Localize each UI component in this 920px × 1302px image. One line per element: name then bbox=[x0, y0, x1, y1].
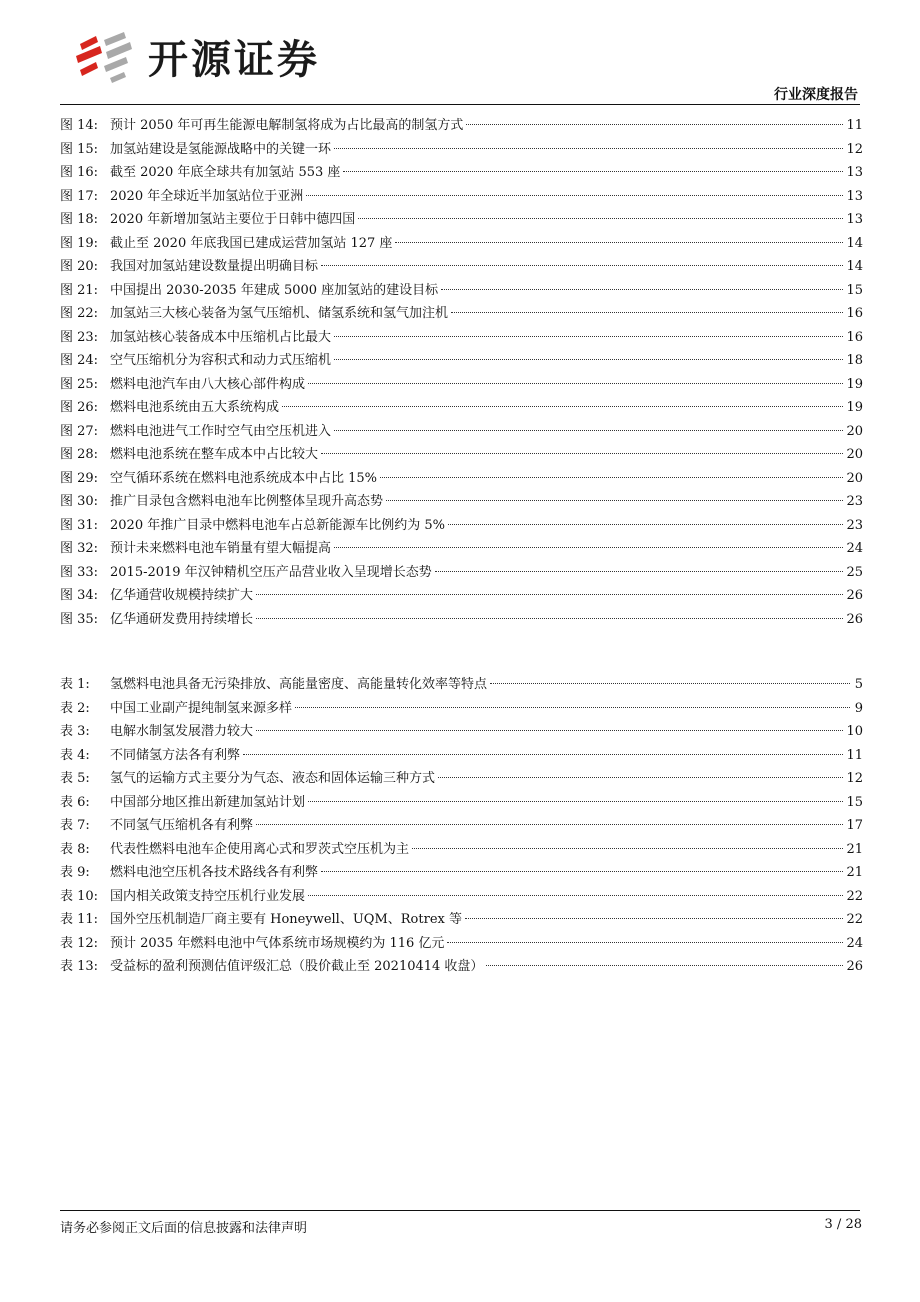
toc-dot-leader bbox=[438, 777, 843, 778]
toc-entry-title[interactable]: 国外空压机制造厂商主要有 Honeywell、UQM、Rotrex 等 bbox=[110, 912, 462, 927]
toc-entry-page[interactable]: 24 bbox=[846, 935, 863, 951]
toc-entry-title[interactable]: 燃料电池系统在整车成本中占比较大 bbox=[110, 447, 319, 462]
toc-entry-number: 表 7: bbox=[60, 818, 90, 833]
toc-entry-number: 表 9: bbox=[60, 865, 90, 880]
toc-entry-title[interactable]: 预计 2035 年燃料电池中气体系统市场规模约为 116 亿元 bbox=[110, 935, 445, 951]
figure-toc-entry[interactable] bbox=[60, 255, 863, 279]
toc-entry-title[interactable]: 截止至 2020 年底我国已建成运营加氢站 127 座 bbox=[110, 235, 393, 251]
toc-entry-number: 表 12: bbox=[60, 935, 99, 951]
toc-dot-leader bbox=[448, 524, 843, 525]
toc-entry-title[interactable]: 2020 年全球近半加氢站位于亚洲 bbox=[110, 188, 304, 204]
toc-entry-number: 图 26: bbox=[60, 400, 99, 415]
toc-entry-number: 表 13: bbox=[60, 959, 99, 974]
figure-toc-entry[interactable] bbox=[60, 490, 863, 514]
toc-entry-page[interactable]: 18 bbox=[846, 353, 863, 368]
figure-toc-entry[interactable] bbox=[60, 302, 863, 326]
toc-entry-page[interactable]: 12 bbox=[846, 771, 863, 786]
toc-dot-leader bbox=[306, 195, 843, 196]
kaiyuan-logo-icon bbox=[74, 30, 138, 84]
toc-entry-number: 表 2: bbox=[60, 700, 90, 716]
toc-entry-title[interactable]: 加氢站核心装备成本中压缩机占比最大 bbox=[110, 329, 332, 345]
toc-entry-number: 表 8: bbox=[60, 841, 90, 857]
toc-entry-number: 图 32: bbox=[60, 541, 99, 556]
figure-toc-entry[interactable] bbox=[60, 208, 863, 232]
figure-toc-entry[interactable] bbox=[60, 443, 863, 467]
toc-entry-title[interactable]: 代表性燃料电池车企使用离心式和罗茨式空压机为主 bbox=[110, 841, 410, 857]
table-toc-entry[interactable] bbox=[60, 744, 863, 768]
header-divider bbox=[60, 104, 860, 105]
toc-dot-leader bbox=[465, 918, 843, 919]
toc-entry-page[interactable]: 16 bbox=[846, 329, 863, 345]
toc-dot-leader bbox=[343, 171, 843, 172]
toc-dot-leader bbox=[256, 594, 843, 595]
toc-entry-title[interactable]: 空气压缩机分为容积式和动力式压缩机 bbox=[110, 353, 332, 368]
toc-entry-page[interactable]: 22 bbox=[846, 888, 863, 904]
figure-toc-entry[interactable] bbox=[60, 396, 863, 420]
toc-entry-number: 图 30: bbox=[60, 494, 99, 509]
footer-disclaimer: 请务必参阅正文后面的信息披露和法律声明 bbox=[60, 1221, 308, 1236]
toc-dot-leader bbox=[386, 500, 843, 501]
figure-toc-entry[interactable] bbox=[60, 138, 863, 162]
toc-entry-title[interactable]: 加氢站建设是氢能源战略中的关键一环 bbox=[110, 141, 332, 157]
toc-dot-leader bbox=[282, 406, 843, 407]
toc-entry-title[interactable]: 空气循环系统在燃料电池系统成本中占比 15% bbox=[110, 470, 378, 486]
toc-entry-page[interactable]: 13 bbox=[846, 212, 863, 227]
toc-dot-leader bbox=[486, 965, 843, 966]
toc-entry-title[interactable]: 预计 2050 年可再生能源电解制氢将成为占比最高的制氢方式 bbox=[110, 118, 464, 133]
toc-dot-leader bbox=[334, 359, 843, 360]
footer-divider bbox=[60, 1210, 860, 1211]
table-toc-entry[interactable] bbox=[60, 955, 863, 979]
figure-toc-entry[interactable] bbox=[60, 584, 863, 608]
figure-toc-entry[interactable] bbox=[60, 279, 863, 303]
toc-entry-page[interactable]: 23 bbox=[846, 517, 863, 533]
table-toc-entry[interactable] bbox=[60, 767, 863, 791]
company-logo bbox=[74, 28, 320, 85]
toc-dot-leader bbox=[334, 148, 843, 149]
toc-entry-page[interactable]: 19 bbox=[846, 376, 863, 392]
toc-entry-number: 图 24: bbox=[60, 353, 99, 368]
toc-dot-leader bbox=[321, 453, 843, 454]
toc-dot-leader bbox=[334, 336, 843, 337]
toc-entry-page[interactable]: 11 bbox=[846, 118, 863, 133]
toc-entry-number: 图 25: bbox=[60, 376, 99, 392]
toc-entry-page[interactable]: 15 bbox=[846, 794, 863, 810]
figure-toc-entry[interactable] bbox=[60, 537, 863, 561]
toc-entry-number: 图 21: bbox=[60, 282, 99, 298]
toc-entry-number: 表 4: bbox=[60, 747, 90, 763]
toc-entry-page[interactable]: 14 bbox=[846, 259, 863, 274]
figure-toc-entry[interactable] bbox=[60, 561, 863, 585]
toc-dot-leader bbox=[334, 430, 843, 431]
toc-entry-number: 表 5: bbox=[60, 771, 90, 786]
toc-entry-title[interactable]: 氢燃料电池具备无污染排放、高能量密度、高能量转化效率等特点 bbox=[110, 677, 488, 692]
toc-entry-title[interactable]: 受益标的盈利预测估值评级汇总（股价截止至 20210414 收盘） bbox=[110, 959, 484, 974]
toc-entry-page[interactable]: 15 bbox=[846, 282, 863, 298]
toc-entry-title[interactable]: 燃料电池空压机各技术路线各有利弊 bbox=[110, 865, 319, 880]
table-toc-entry[interactable] bbox=[60, 697, 863, 721]
toc-entry-number: 图 31: bbox=[60, 517, 99, 533]
toc-entry-number: 图 14: bbox=[60, 118, 99, 133]
toc-entry-title[interactable]: 2015-2019 年汉钟精机空压产品营业收入呈现增长态势 bbox=[110, 564, 432, 580]
company-name: 开源证券 bbox=[148, 37, 320, 83]
toc-entry-title[interactable]: 国内相关政策支持空压机行业发展 bbox=[110, 888, 306, 904]
toc-entry-title[interactable]: 中国部分地区推出新建加氢站计划 bbox=[110, 794, 306, 810]
toc-entry-page[interactable]: 21 bbox=[846, 841, 863, 857]
report-type-label: 行业深度报告 bbox=[774, 87, 858, 103]
toc-dot-leader bbox=[395, 242, 843, 243]
figure-list bbox=[60, 114, 863, 631]
toc-entry-title[interactable]: 中国提出 2030-2035 年建成 5000 座加氢站的建设目标 bbox=[110, 282, 439, 298]
figure-toc-entry[interactable] bbox=[60, 232, 863, 256]
toc-dot-leader bbox=[380, 477, 843, 478]
toc-dot-leader bbox=[447, 942, 843, 943]
toc-entry-page[interactable]: 23 bbox=[846, 494, 863, 509]
table-toc-entry[interactable] bbox=[60, 861, 863, 885]
toc-entry-page[interactable]: 9 bbox=[854, 700, 863, 716]
toc-dot-leader bbox=[490, 683, 850, 684]
toc-entry-page[interactable]: 26 bbox=[846, 959, 863, 974]
toc-entry-page[interactable]: 14 bbox=[846, 235, 863, 251]
figure-toc-entry[interactable] bbox=[60, 373, 863, 397]
table-list bbox=[60, 673, 863, 979]
toc-dot-leader bbox=[321, 265, 843, 266]
figure-toc-entry[interactable] bbox=[60, 514, 863, 538]
toc-entry-number: 图 19: bbox=[60, 235, 99, 251]
toc-entry-number: 表 11: bbox=[60, 912, 99, 927]
table-toc-entry[interactable] bbox=[60, 908, 863, 932]
toc-entry-number: 表 6: bbox=[60, 794, 90, 810]
figure-toc-entry[interactable] bbox=[60, 161, 863, 185]
toc-entry-title[interactable]: 中国工业副产提纯制氢来源多样 bbox=[110, 700, 293, 716]
toc-entry-title[interactable]: 不同氢气压缩机各有利弊 bbox=[110, 818, 254, 833]
toc-entry-number: 图 29: bbox=[60, 470, 99, 486]
toc-dot-leader bbox=[334, 547, 843, 548]
toc-entry-page[interactable]: 16 bbox=[846, 306, 863, 321]
toc-dot-leader bbox=[466, 124, 843, 125]
toc-entry-number: 表 10: bbox=[60, 888, 99, 904]
toc-entry-title[interactable]: 燃料电池汽车由八大核心部件构成 bbox=[110, 376, 306, 392]
toc-dot-leader bbox=[308, 801, 843, 802]
toc-entry-page[interactable]: 20 bbox=[846, 423, 863, 439]
table-toc-entry[interactable] bbox=[60, 814, 863, 838]
toc-entry-title[interactable]: 燃料电池系统由五大系统构成 bbox=[110, 400, 280, 415]
toc-dot-leader bbox=[256, 730, 843, 731]
figure-toc-entry[interactable] bbox=[60, 326, 863, 350]
toc-entry-title[interactable]: 不同储氢方法各有利弊 bbox=[110, 747, 241, 763]
toc-dot-leader bbox=[308, 895, 843, 896]
toc-entry-title[interactable]: 推广目录包含燃料电池车比例整体呈现升高态势 bbox=[110, 494, 384, 509]
toc-dot-leader bbox=[256, 824, 843, 825]
figure-toc-entry[interactable] bbox=[60, 467, 863, 491]
toc-dot-leader bbox=[435, 571, 844, 572]
table-toc-entry[interactable] bbox=[60, 838, 863, 862]
toc-entry-number: 图 15: bbox=[60, 141, 99, 157]
toc-dot-leader bbox=[256, 618, 843, 619]
toc-entry-number: 图 16: bbox=[60, 165, 99, 180]
toc-entry-number: 图 23: bbox=[60, 329, 99, 345]
toc-entry-number: 图 34: bbox=[60, 588, 99, 603]
toc-entry-page[interactable]: 13 bbox=[846, 188, 863, 204]
toc-entry-page[interactable]: 20 bbox=[846, 447, 863, 462]
toc-dot-leader bbox=[321, 871, 843, 872]
toc-dot-leader bbox=[295, 707, 850, 708]
table-toc-entry[interactable] bbox=[60, 720, 863, 744]
toc-entry-page[interactable]: 19 bbox=[846, 400, 863, 415]
toc-entry-number: 图 27: bbox=[60, 423, 99, 439]
toc-entry-page[interactable]: 21 bbox=[846, 865, 863, 880]
table-toc-entry[interactable] bbox=[60, 932, 863, 956]
toc-entry-number: 图 18: bbox=[60, 212, 99, 227]
toc-entry-number: 表 3: bbox=[60, 724, 90, 739]
toc-entry-number: 表 1: bbox=[60, 677, 90, 692]
toc-entry-number: 图 35: bbox=[60, 611, 99, 627]
toc-entry-title[interactable]: 我国对加氢站建设数量提出明确目标 bbox=[110, 259, 319, 274]
toc-entry-page[interactable]: 26 bbox=[846, 611, 863, 627]
toc-entry-page[interactable]: 26 bbox=[846, 588, 863, 603]
toc-entry-page[interactable]: 12 bbox=[846, 141, 863, 157]
toc-entry-page[interactable]: 25 bbox=[846, 564, 863, 580]
toc-entry-title[interactable]: 加氢站三大核心装备为氢气压缩机、储氢系统和氢气加注机 bbox=[110, 306, 449, 321]
figure-toc-entry[interactable] bbox=[60, 420, 863, 444]
toc-entry-page[interactable]: 5 bbox=[854, 677, 863, 692]
toc-entry-title[interactable]: 2020 年推广目录中燃料电池车占总新能源车比例约为 5% bbox=[110, 517, 445, 533]
table-toc-entry[interactable] bbox=[60, 885, 863, 909]
toc-entry-page[interactable]: 20 bbox=[846, 470, 863, 486]
toc-entry-number: 图 22: bbox=[60, 306, 99, 321]
toc-entry-page[interactable]: 13 bbox=[846, 165, 863, 180]
toc-entry-title[interactable]: 2020 年新增加氢站主要位于日韩中德四国 bbox=[110, 212, 356, 227]
toc-entry-title[interactable]: 亿华通研发费用持续增长 bbox=[110, 611, 254, 627]
toc-dot-leader bbox=[412, 848, 843, 849]
toc-entry-page[interactable]: 17 bbox=[846, 818, 863, 833]
toc-entry-number: 图 33: bbox=[60, 564, 99, 580]
toc-entry-number: 图 20: bbox=[60, 259, 99, 274]
figure-toc-entry[interactable] bbox=[60, 608, 863, 632]
toc-entry-title[interactable]: 预计未来燃料电池车销量有望大幅提高 bbox=[110, 541, 332, 556]
toc-entry-page[interactable]: 10 bbox=[846, 724, 863, 739]
toc-entry-title[interactable]: 亿华通营收规模持续扩大 bbox=[110, 588, 254, 603]
page-header bbox=[60, 26, 860, 104]
toc-entry-title[interactable]: 截至 2020 年底全球共有加氢站 553 座 bbox=[110, 165, 341, 180]
toc-dot-leader bbox=[441, 289, 843, 290]
figure-toc-entry[interactable] bbox=[60, 349, 863, 373]
figure-toc-entry[interactable] bbox=[60, 185, 863, 209]
table-toc-entry[interactable] bbox=[60, 791, 863, 815]
toc-entry-number: 图 17: bbox=[60, 188, 99, 204]
toc-entry-number: 图 28: bbox=[60, 447, 99, 462]
toc-entry-title[interactable]: 燃料电池进气工作时空气由空压机进入 bbox=[110, 423, 332, 439]
toc-dot-leader bbox=[243, 754, 843, 755]
toc-entry-page[interactable]: 24 bbox=[846, 541, 863, 556]
toc-entry-page[interactable]: 22 bbox=[846, 912, 863, 927]
toc-entry-title[interactable]: 电解水制氢发展潜力较大 bbox=[110, 724, 254, 739]
toc-entry-title[interactable]: 氢气的运输方式主要分为气态、液态和固体运输三种方式 bbox=[110, 771, 436, 786]
toc-dot-leader bbox=[451, 312, 843, 313]
toc-entry-page[interactable]: 11 bbox=[846, 747, 863, 763]
page-number: 3 / 28 bbox=[824, 1217, 862, 1232]
figure-toc-entry[interactable] bbox=[60, 114, 863, 138]
table-toc-entry[interactable] bbox=[60, 673, 863, 697]
toc-dot-leader bbox=[358, 218, 843, 219]
toc-dot-leader bbox=[308, 383, 843, 384]
